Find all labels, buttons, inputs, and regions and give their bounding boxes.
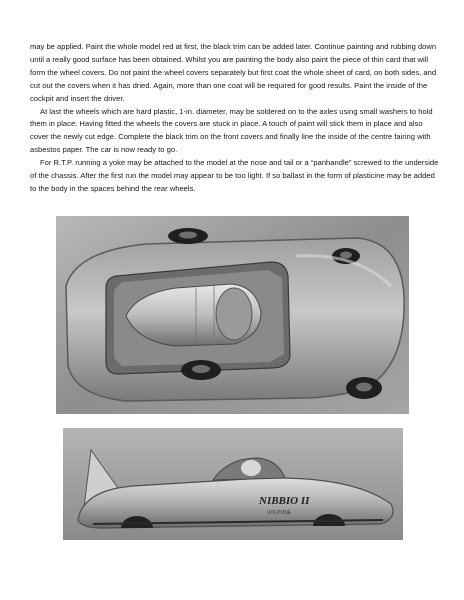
car-name-label: NIBBIO II [259, 495, 310, 507]
paragraph-3: For R.T.P. running a yoke may be attached to the model at the nose and tail or a “panhandle” screwed to the underside of the chassis. After the first run the model may appear to be too light. If so ballast in the form of plasticine may be added to the body in the spaces behind the rear wheels. [30, 158, 439, 193]
model-car-side-image [63, 428, 403, 540]
article-text [30, 41, 440, 196]
paragraph-2: At last the wheels which are hard plastic, 1-in. diameter, may be soldered on to the axles using small washers to hold them in place. Having fitted the wheels the covers are stuck in place. A touch of paint will stick them in place and also cover the newly cut edge. Complete the black trim on the front covers and finally line the inside of the centre fairing with asbestos paper. The car is now ready to go. [30, 106, 433, 155]
car-sub-label: VOLPONE [267, 510, 292, 516]
model-car-top-photo [56, 216, 409, 414]
model-car-side-photo [63, 428, 403, 540]
model-car-top-image [56, 216, 409, 414]
paragraph-1: may be applied. Paint the whole model red at first, the black trim can be added later. Continue painting and rubbing down until a really good surface has been obtained. Whilst you are painting the body also paint the piece of thin card that will form the wheel covers. Do not paint the wheel covers separately but first coat the whole sheet of card, on both sides, and cut out the covers when it has dried. Again, more than one coat will be required for good results. Paint the inside of the cockpit and insert the driver. [30, 42, 437, 103]
